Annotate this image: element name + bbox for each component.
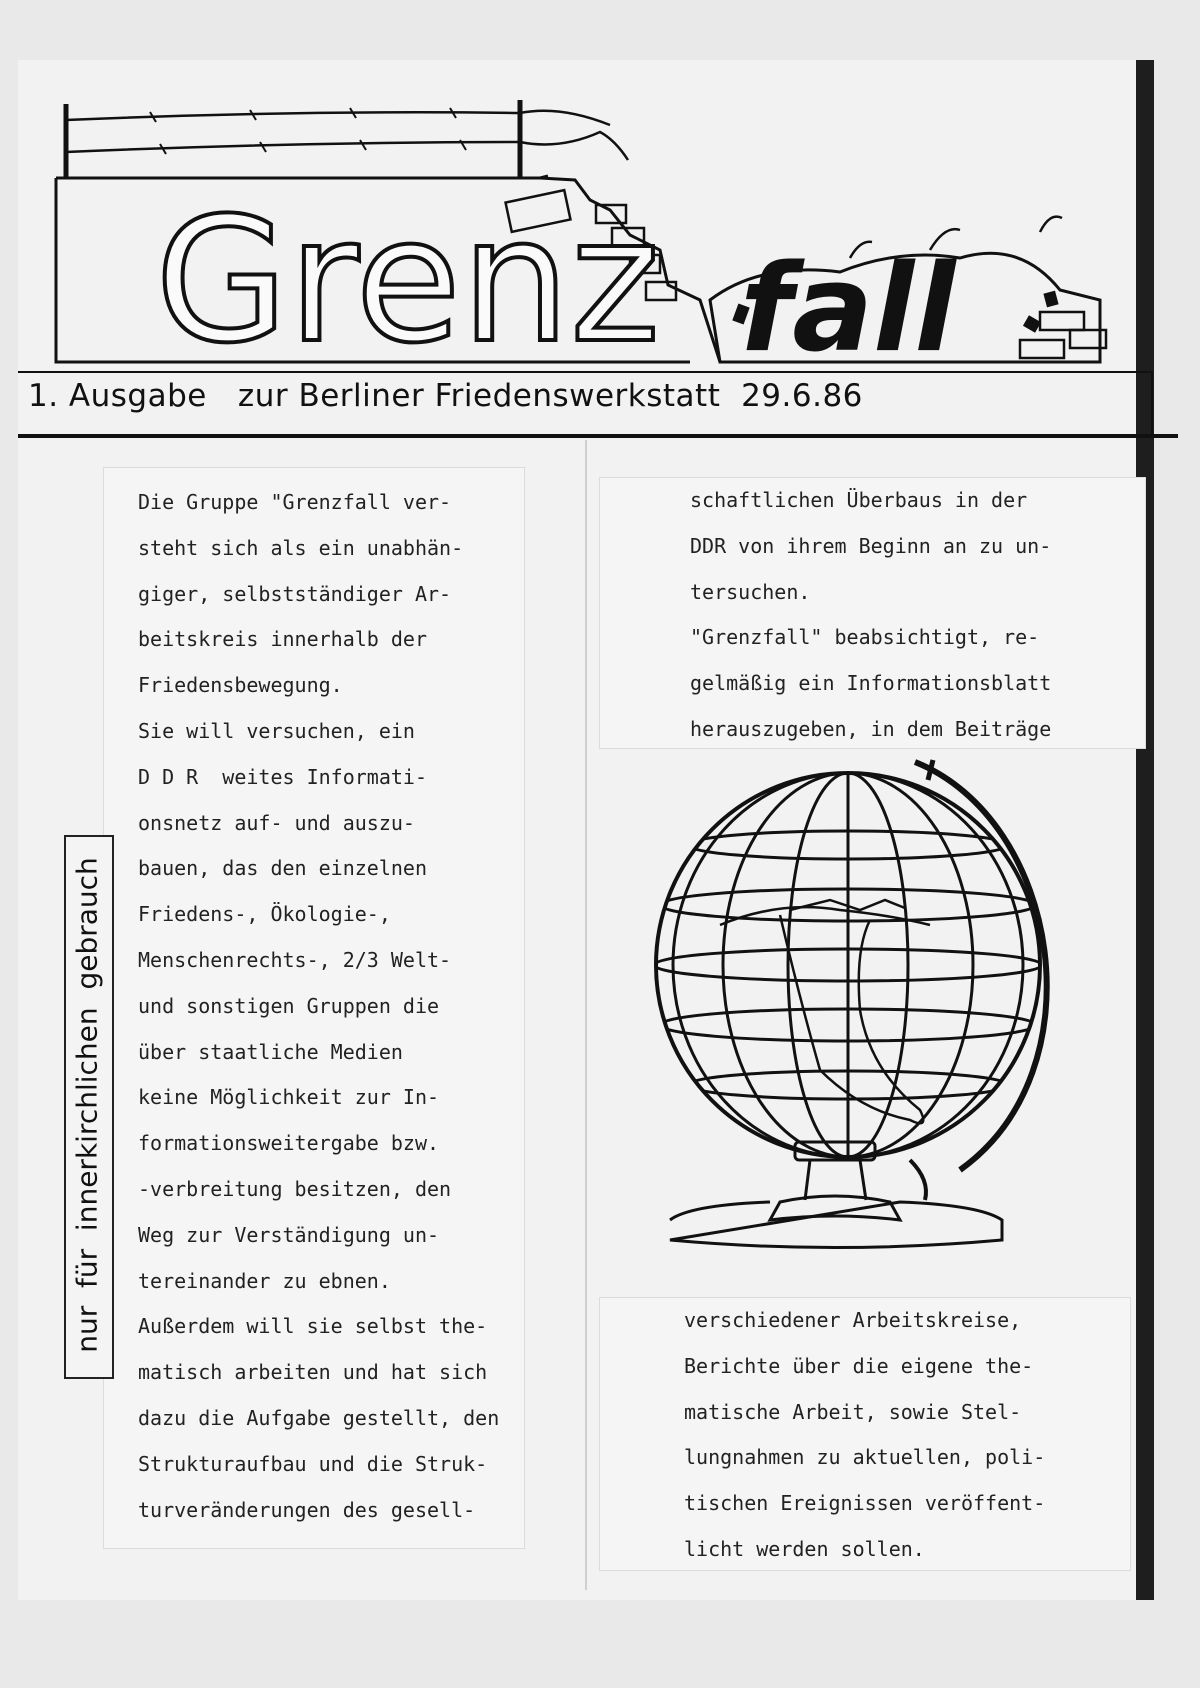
masthead-illustration xyxy=(0,0,1200,440)
text-line: herauszugeben, in dem Beiträge xyxy=(690,716,1052,741)
text-line: Friedens-, Ökologie-, xyxy=(138,902,391,927)
text-line: tischen Ereignissen veröffent- xyxy=(684,1491,1046,1516)
text-line: verschiedener Arbeitskreise, xyxy=(684,1308,1022,1332)
text-line: formationsweitergabe bzw. xyxy=(138,1131,440,1156)
globe-base xyxy=(670,1202,1002,1248)
text-line: giger, selbstständiger Ar- xyxy=(138,581,452,606)
text-line: und sonstigen Gruppen die xyxy=(138,993,440,1018)
text-line: lungnahmen zu aktuellen, poli- xyxy=(684,1445,1046,1470)
text-line: matische Arbeit, sowie Stel- xyxy=(684,1399,1022,1424)
header-rule xyxy=(18,434,1178,438)
title-fall: fall xyxy=(740,240,956,379)
text-line: D D R weites Informati- xyxy=(138,764,427,789)
column-divider xyxy=(585,440,587,1590)
right-column-top-text xyxy=(690,478,1051,753)
text-line: -verbreitung besitzen, den xyxy=(138,1176,452,1201)
text-line: licht werden sollen. xyxy=(684,1536,925,1561)
text-line: bauen, das den einzelnen xyxy=(138,856,427,881)
text-line: beitskreis innerhalb der xyxy=(138,627,427,652)
text-line: DDR von ihrem Beginn an zu un- xyxy=(690,533,1052,558)
globe-arm xyxy=(910,1160,926,1200)
globe-neck xyxy=(805,1160,866,1200)
globe-meridian-ring xyxy=(915,762,1047,1170)
title-grenz: Grenz xyxy=(155,180,661,381)
text-line: matisch arbeiten und hat sich xyxy=(138,1360,488,1385)
right-column-bottom-text xyxy=(684,1298,1045,1573)
text-line: tersuchen. xyxy=(690,579,811,604)
text-line: Die Gruppe "Grenzfall ver- xyxy=(138,490,452,514)
text-line: dazu die Aufgabe gestellt, den xyxy=(138,1405,500,1430)
side-note: nur für innerkirchlichen gebrauch xyxy=(70,857,104,1353)
edition-line: 1. Ausgabe zur Berliner Friedenswerkstatt 29.6.86 xyxy=(28,378,863,414)
text-line: Friedensbewegung. xyxy=(138,673,343,698)
text-line: Sie will versuchen, ein xyxy=(138,718,415,743)
text-line: Berichte über die eigene the- xyxy=(684,1353,1034,1378)
text-line: keine Möglichkeit zur In- xyxy=(138,1085,440,1110)
text-line: "Grenzfall" beabsichtigt, re- xyxy=(690,625,1040,650)
text-line: Menschenrechts-, 2/3 Welt- xyxy=(138,947,452,972)
text-line: onsnetz auf- und auszu- xyxy=(138,810,415,835)
text-line: Strukturaufbau und die Struk- xyxy=(138,1451,488,1476)
text-line: steht sich als ein unabhän- xyxy=(138,535,464,560)
text-line: turveränderungen des gesell- xyxy=(138,1497,476,1522)
text-line: Weg zur Verständigung un- xyxy=(138,1222,440,1247)
barbed-wire-bottom xyxy=(66,132,628,160)
left-column-text xyxy=(138,480,499,1533)
text-line: tereinander zu ebnen. xyxy=(138,1268,391,1293)
globe-illustration xyxy=(630,750,1080,1310)
globe-axis-top xyxy=(928,760,933,780)
text-line: Außerdem will sie selbst the- xyxy=(138,1314,488,1339)
text-line: gelmäßig ein Informationsblatt xyxy=(690,671,1052,696)
text-line: schaftlichen Überbaus in der xyxy=(690,488,1028,512)
barbed-wire-top xyxy=(66,111,610,125)
globe-base-top xyxy=(770,1196,900,1220)
text-line: über staatliche Medien xyxy=(138,1039,403,1064)
